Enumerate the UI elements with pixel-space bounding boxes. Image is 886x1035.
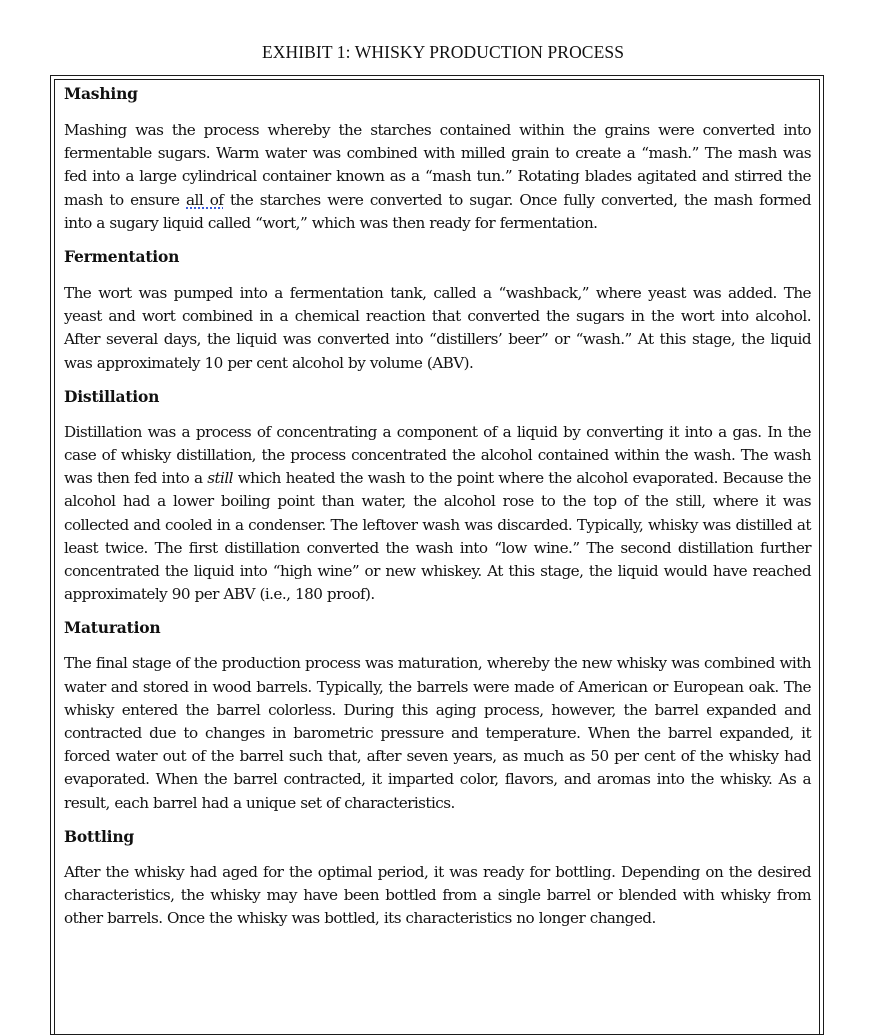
section-fermentation xyxy=(64,247,811,375)
section-heading-mashing: Mashing xyxy=(64,84,138,103)
mashing-text-part1: Mashing was the process whereby the starches contained within the grains were converted into fermentable sugars. Warm water was combined with milled grain to create a “mash.” The mash was fed into a large cylindrical container known as a “mash tun.” Rotating blades agitated and stirred the mash to ensure xyxy=(64,121,811,209)
spellcheck-marked-phrase[interactable]: all of xyxy=(186,190,224,209)
section-heading-fermentation: Fermentation xyxy=(64,247,180,267)
section-text-bottling: After the whisky had aged for the optimal period, it was ready for bottling. Depending on the desired characteristics, the whisky may have been bottled from a single barrel or blended with whisky from other barrels. Once the whisky was bottled, its characteristics no longer changed. xyxy=(64,862,811,928)
distillation-text-part2: which heated the wash to the point where the alcohol evaporated. Because the alcohol had a lower boiling point than water, the alcohol rose to the top of the still, where it was collected and cooled in a condenser. The leftover wash was discarded. Typically, whisky was distilled at least twice. The first distillation converted the wash into “low wine.” The second distillation further concentrated the liquid into “high wine” or new whiskey. At this stage, the liquid would have reached approximately 90 per ABV (i.e., 180 proof). xyxy=(64,469,811,604)
page-title: EXHIBIT 1: WHISKY PRODUCTION PROCESS xyxy=(261,42,625,62)
section-text-distillation xyxy=(64,421,811,607)
distillation-text-part1: Distillation was a process of concentrating a component of a liquid by converting it into a gas. In the case of whisky distillation, the process concentrated the alcohol contained within the wash. The wash was then fed into a xyxy=(64,422,811,488)
section-heading-maturation: Maturation xyxy=(64,618,161,638)
section-distillation xyxy=(64,387,811,607)
exhibit-table xyxy=(54,79,820,1034)
section-text-fermentation: The wort was pumped into a fermentation tank, called a “washback,” where yeast was added. The yeast and wort combined in a chemical reaction that converted the sugars in the wort into alcohol. After several days, the liquid was converted into “distillers’ beer” or “wash.” At this stage, the liquid was approximately 10 per cent alcohol by volume (ABV). xyxy=(64,284,811,372)
mashing-text-part2: the starches were converted to sugar. Once fully converted, the mash formed into a sugary liquid called “wort,” which was then ready for fermentation. xyxy=(64,190,811,232)
section-text-maturation: The final stage of the production process was maturation, whereby the new whisky was combined with water and stored in wood barrels. Typically, the barrels were made of American or European oak. The whisky entered the barrel colorless. During this aging process, however, the barrel expanded and contracted due to changes in barometric pressure and temperature. When the barrel expanded, it forced water out of the barrel such that, after seven years, as much as 50 per cent of the whisky had evaporated. When the barrel contracted, it imparted color, flavors, and aromas into the whisky. As a result, each barrel had a unique set of characteristics. xyxy=(64,654,811,812)
section-heading-bottling: Bottling xyxy=(64,826,135,846)
section-heading-distillation: Distillation xyxy=(64,386,160,406)
section-mashing xyxy=(64,80,811,235)
section-bottling xyxy=(64,827,811,931)
distillation-text-italic-still: still xyxy=(207,469,233,488)
section-maturation xyxy=(64,618,811,814)
exhibit-table-outer-border xyxy=(50,75,824,1035)
section-text-mashing xyxy=(64,119,811,235)
